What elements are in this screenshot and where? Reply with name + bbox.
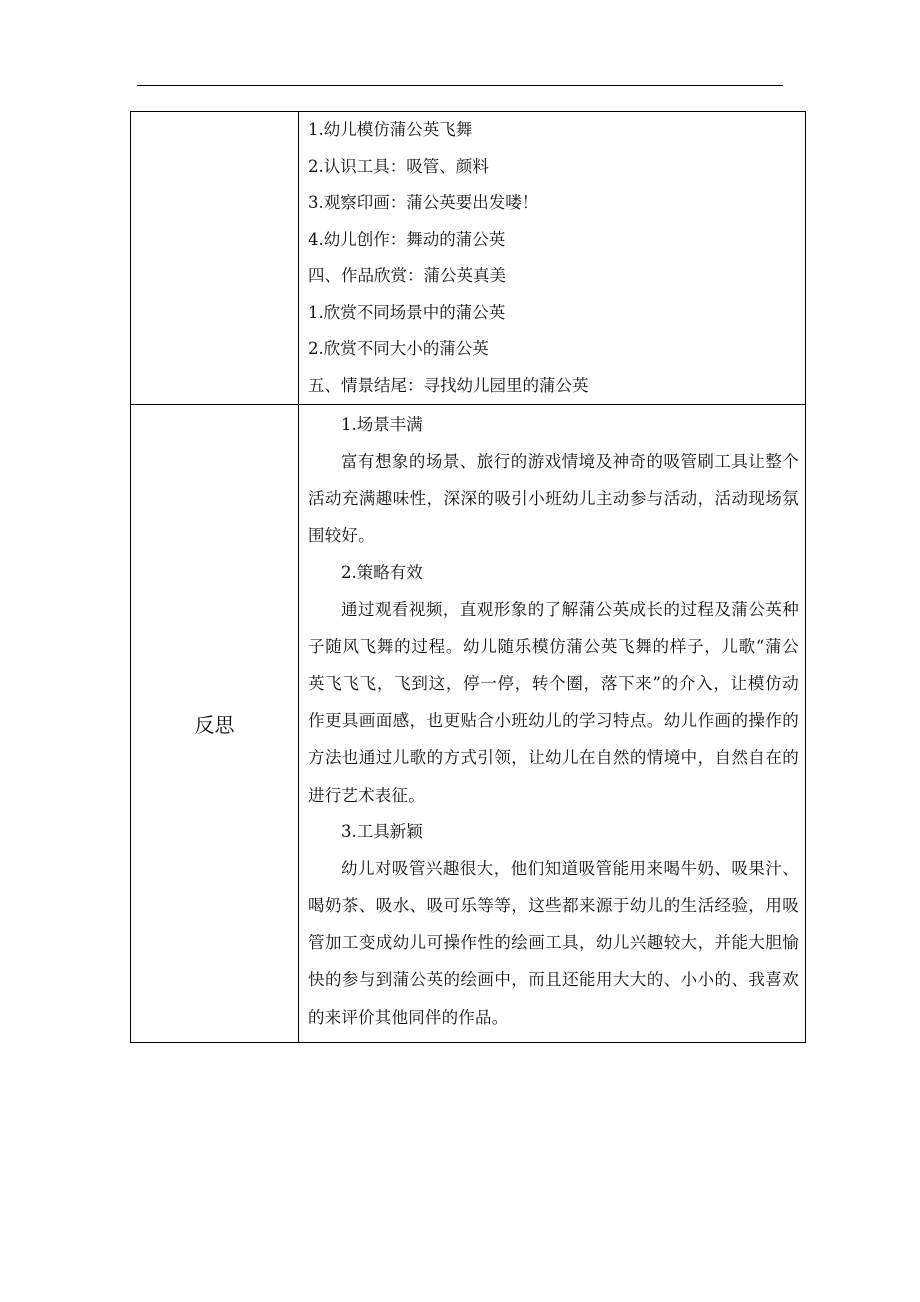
process-steps-cell — [299, 112, 806, 405]
step-line: 3.观察印画：蒲公英要出发喽！ — [308, 193, 539, 212]
header-rule — [137, 85, 783, 86]
step-line: 五、情景结尾：寻找幼儿园里的蒲公英 — [308, 375, 589, 395]
reflection-heading: 1.场景丰满 — [341, 415, 423, 434]
step-line: 2.认识工具：吸管、颜料 — [308, 156, 489, 176]
step-line: 四、作品欣赏：蒲公英真美 — [308, 266, 506, 285]
reflection-paragraph: 通过观看视频，直观形象的了解蒲公英成长的过程及蒲公英种子随风飞舞的过程。幼儿随乐模仿蒲公英飞舞的样子，儿歌“蒲公英飞飞飞，飞到这，停一停，转个圈，落下来”的介入，让模仿动作更具画面感，也更贴合小班幼儿的学习特点。幼儿作画的操作的方法也通过儿歌的方式引领，让幼儿在自然的情境中，自然自在的进行艺术表征。 — [308, 599, 799, 805]
reflection-paragraph: 幼儿对吸管兴趣很大，他们知道吸管能用来喝牛奶、吸果汁、喝奶茶、吸水、吸可乐等等，这些都来源于幼儿的生活经验，用吸管加工变成幼儿可操作性的绘画工具，幼儿兴趣较大，并能大胆愉快的参与到蒲公英的绘画中，而且还能用大大的、小小的、我喜欢的来评价其他同伴的作品。 — [308, 858, 799, 1027]
reflection-heading: 2.策略有效 — [341, 562, 423, 582]
step-line: 4.幼儿创作：舞动的蒲公英 — [308, 229, 506, 249]
reflection-row — [131, 405, 806, 1043]
step-line: 1.欣赏不同场景中的蒲公英 — [308, 302, 506, 322]
reflection-content-cell — [299, 405, 806, 1043]
reflection-paragraph: 富有想象的场景、旅行的游戏情境及神奇的吸管刷工具让整个活动充满趣味性，深深的吸引小班幼儿主动参与活动，活动现场氛围较好。 — [308, 452, 799, 546]
reflection-label: 反思 — [131, 405, 299, 1043]
process-row — [131, 112, 806, 405]
step-line: 2.欣赏不同大小的蒲公英 — [308, 339, 489, 358]
process-label-cell — [131, 112, 299, 405]
reflection-heading: 3.工具新颖 — [341, 821, 423, 841]
step-line: 1.幼儿模仿蒲公英飞舞 — [308, 120, 473, 139]
lesson-table — [130, 111, 806, 1043]
